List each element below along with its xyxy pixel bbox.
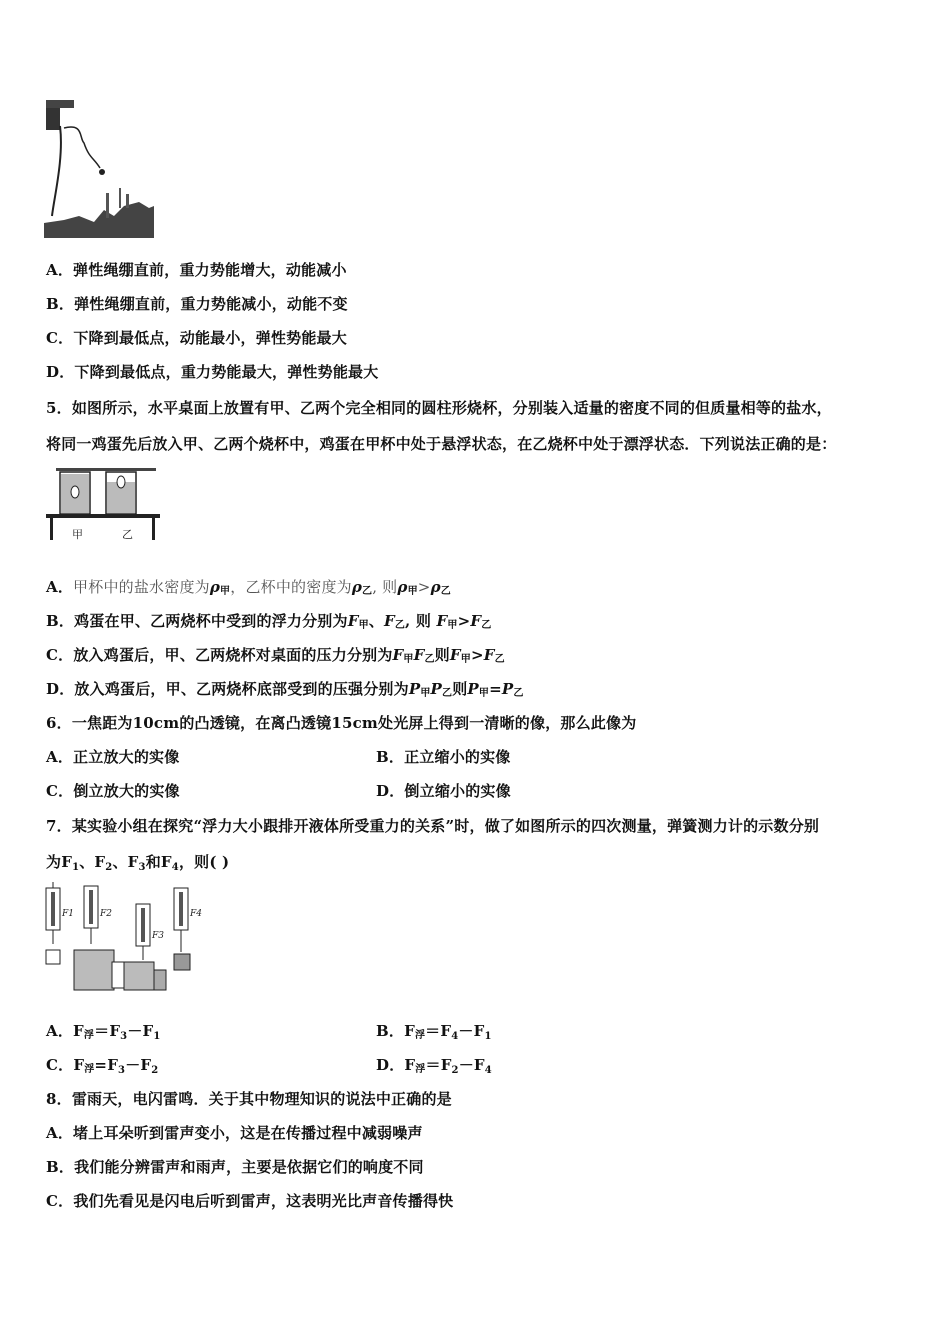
fig-label-f1: F1 [62, 909, 74, 919]
bungee-jump-figure [44, 98, 154, 238]
q4-option-d: D．下降到最低点，重力势能最大，弹性势能最大 [46, 363, 379, 381]
q7-stem-line1: 7．某实验小组在探究“浮力大小跟排开液体所受重力的关系”时，做了如图所示的四次测量，弹簧测力计的示数分别 [46, 817, 820, 835]
q5-option-c: C．放入鸡蛋后，甲、乙两烧杯对桌面的压力分别为$F_甲F_乙$则$F_甲>F_乙$ [46, 646, 505, 665]
beakers-figure [44, 462, 164, 544]
q7-option-d: D．$F_浮=F_2-F_4$ [376, 1056, 492, 1076]
beaker-label-yi: 乙 [122, 528, 133, 541]
q4-option-c: C．下降到最低点，动能最小，弹性势能最大 [46, 329, 347, 347]
q7-option-c: C．$F_浮=F_3-F_2$ [46, 1056, 159, 1076]
q6-option-d: D．倒立缩小的实像 [376, 782, 511, 800]
spring-scales-figure [40, 882, 220, 994]
q7-option-b: B．$F_浮=F_4-F_1$ [376, 1022, 492, 1042]
fig-label-f2: F2 [100, 909, 112, 919]
q6-option-c: C．倒立放大的实像 [46, 782, 180, 800]
q6-option-a: A．正立放大的实像 [46, 748, 180, 766]
q5-stem-line2: 将同一鸡蛋先后放入甲、乙两个烧杯中，鸡蛋在甲杯中处于悬浮状态，在乙烧杯中处于漂浮状态．下列说法正确的是： [46, 435, 837, 453]
q4-option-b: B．弹性绳绷直前，重力势能减小，动能不变 [46, 295, 348, 313]
q5-option-b: B．鸡蛋在甲、乙两烧杯中受到的浮力分别为$F_甲$、$F_乙$, 则 $F_甲>F_乙$ [46, 612, 492, 631]
q8-stem: 8．雷雨天，电闪雷鸣．关于其中物理知识的说法中正确的是 [46, 1090, 452, 1108]
q6-option-b: B．正立缩小的实像 [376, 748, 511, 766]
fig-label-f4: F4 [190, 909, 202, 919]
q7-stem-line2: 为$F_1$、$F_2$、$F_3$和$F_4$，则( ) [46, 853, 230, 873]
q4-option-a: A．弹性绳绷直前，重力势能增大，动能减小 [46, 261, 347, 279]
fig-label-f3: F3 [152, 931, 164, 941]
q5-stem-line1: 5．如图所示，水平桌面上放置有甲、乙两个完全相同的圆柱形烧杯，分别装入适量的密度不同的但质量相等的盐水， [46, 399, 832, 417]
q8-option-b: B．我们能分辨雷声和雨声，主要是依据它们的响度不同 [46, 1158, 424, 1176]
q7-option-a: A．$F_浮=F_3-F_1$ [46, 1022, 161, 1042]
q8-option-c: C．我们先看见是闪电后听到雷声，这表明光比声音传播得快 [46, 1192, 454, 1210]
q5-option-a: A．甲杯中的盐水密度为$\rho_甲$，乙杯中的密度为$\rho_乙$, 则$\rho_甲>\rho_乙$ [46, 578, 451, 597]
q6-stem: 6．一焦距为10cm的凸透镜，在离凸透镜15cm处光屏上得到一清晰的像，那么此像为 [46, 714, 637, 732]
q5-option-d: D．放入鸡蛋后，甲、乙两烧杯底部受到的压强分别为$P_甲P_乙$则$P_甲=P_乙$ [46, 680, 524, 699]
beaker-label-jia: 甲 [72, 528, 83, 541]
q8-option-a: A．堵上耳朵听到雷声变小，这是在传播过程中减弱噪声 [46, 1124, 423, 1142]
